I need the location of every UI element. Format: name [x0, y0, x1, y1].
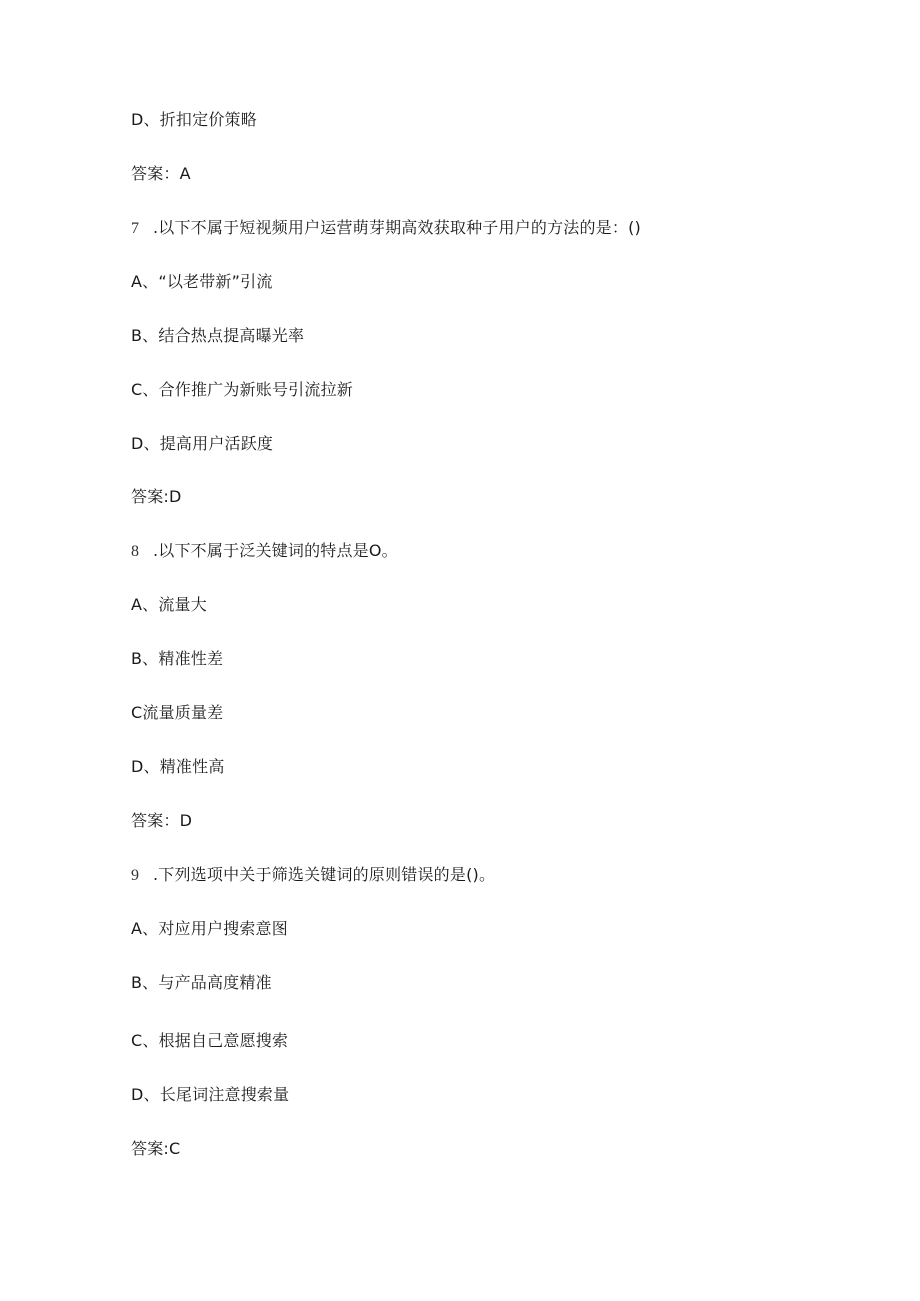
option-line: D、提高用户活跃度 [131, 434, 274, 453]
option-line: B、精准性差 [131, 649, 224, 668]
question-number: 7 [131, 220, 140, 237]
question-number: 8 [131, 543, 140, 560]
answer-line: 答案:D [131, 487, 182, 506]
option-line: B、与产品高度精准 [131, 973, 272, 992]
option-line: A、“以老带新”引流 [131, 272, 273, 291]
question-line [131, 218, 641, 239]
option-line: D、精准性高 [131, 757, 225, 776]
option-line: D、长尾词注意搜索量 [131, 1085, 290, 1104]
option-line: B、结合热点提高曝光率 [131, 326, 305, 345]
option-line: A、对应用户搜索意图 [131, 919, 288, 938]
answer-line: 答案：A [131, 164, 191, 183]
option-line: C、合作推广为新账号引流拉新 [131, 380, 353, 399]
question-line [131, 865, 495, 886]
option-line: C流量质量差 [131, 703, 224, 722]
question-text: .以下不属于泛关键词的特点是O。 [153, 541, 398, 560]
option-line: A、流量大 [131, 595, 207, 614]
question-line [131, 541, 398, 562]
question-text: .以下不属于短视频用户运营萌芽期高效获取种子用户的方法的是：() [153, 218, 641, 237]
option-line: D、折扣定价策略 [131, 110, 257, 129]
answer-line: 答案：D [131, 811, 193, 830]
answer-line: 答案:C [131, 1139, 181, 1158]
question-text: .下列选项中关于筛选关键词的原则错误的是()。 [153, 865, 496, 884]
option-line: C、根据自己意愿搜索 [131, 1031, 289, 1050]
question-number: 9 [131, 867, 140, 884]
